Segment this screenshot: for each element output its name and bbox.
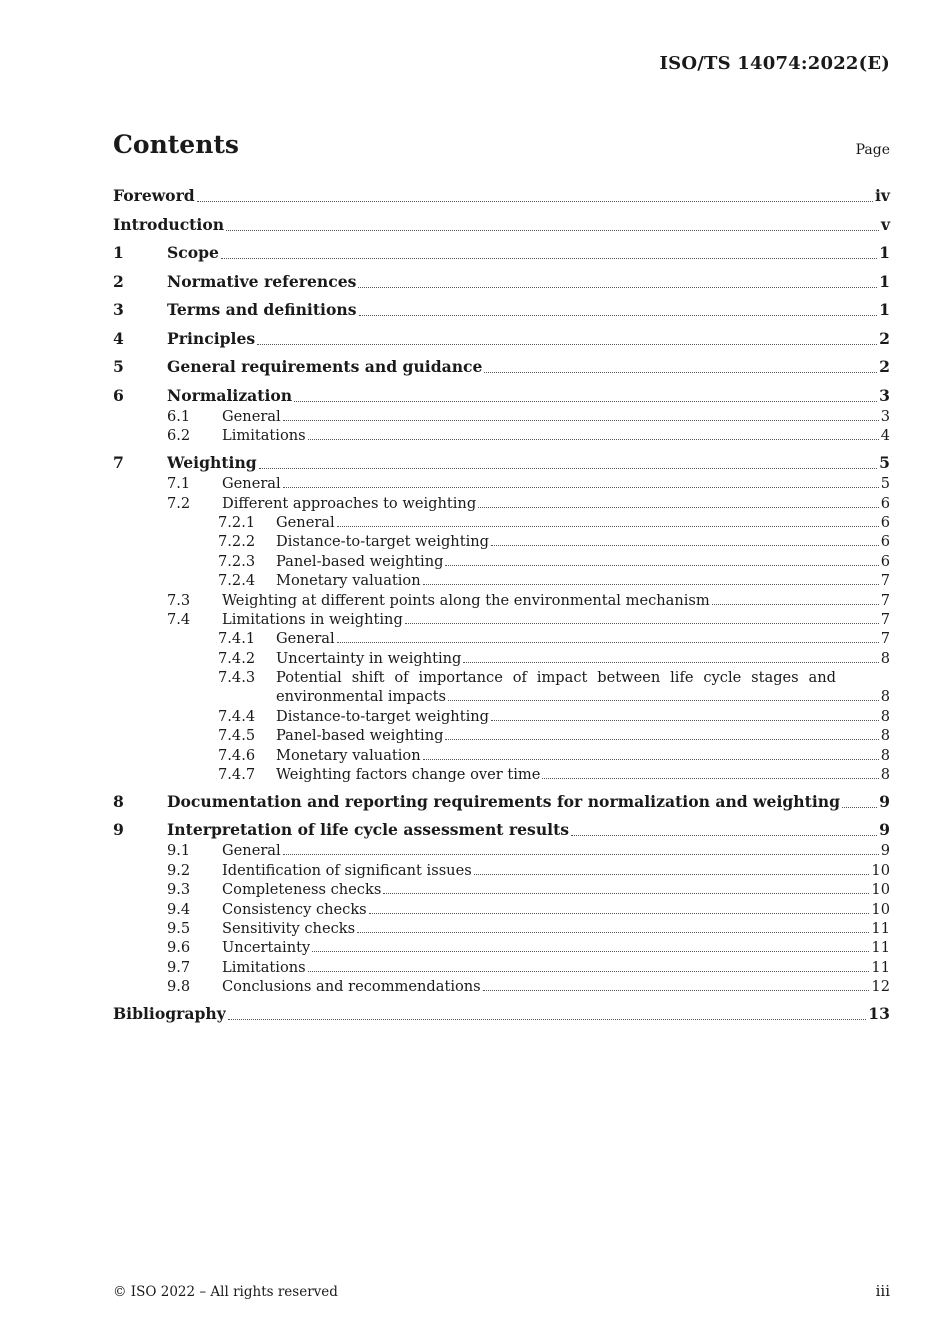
toc-entry-page: v [880, 214, 890, 234]
toc-entry-title: Potential shift of importance of impact between life cycle stages and [276, 669, 836, 687]
toc-entry-page: 12 [871, 978, 890, 996]
page-column-label: Page [855, 142, 890, 158]
toc-entry-page: 7 [880, 610, 890, 628]
toc-entry[interactable] [113, 407, 890, 426]
toc-entry-page: 10 [871, 881, 890, 899]
toc-entry-number: 1 [113, 243, 124, 262]
toc-entry[interactable] [113, 996, 890, 1025]
toc-entry[interactable] [113, 293, 890, 322]
toc-entry-page: 8 [880, 707, 890, 725]
toc-leader-dots [483, 990, 870, 991]
toc-entry-title: Introduction [113, 214, 225, 234]
toc-leader-dots [226, 230, 879, 231]
toc-entry[interactable] [113, 551, 890, 570]
toc-entry-page: 11 [871, 958, 890, 976]
toc-leader-dots [357, 932, 869, 933]
toc-entry-page: 3 [880, 407, 890, 425]
toc-entry[interactable] [113, 813, 890, 842]
toc-entry-title: Distance-to-target weighting [276, 707, 489, 725]
toc-entry-page: 2 [879, 328, 890, 348]
toc-entry-title: General [222, 407, 281, 425]
toc-entry[interactable] [113, 899, 890, 918]
toc-leader-dots [358, 287, 877, 288]
toc-entry-continuation[interactable] [113, 687, 890, 706]
toc-entry-number: 7.4.1 [218, 630, 256, 648]
toc-entry[interactable] [113, 610, 890, 629]
toc-entry-title: Monetary valuation [276, 746, 421, 764]
toc-entry-page: 9 [880, 842, 890, 860]
toc-entry[interactable] [113, 207, 890, 236]
toc-entry-page: 11 [871, 939, 890, 957]
toc-entry-page: 1 [879, 243, 890, 262]
toc-entry-title: Limitations [222, 958, 306, 976]
toc-leader-dots [491, 720, 879, 721]
toc-entry-title: General [222, 475, 281, 493]
toc-entry-page: 1 [879, 300, 890, 319]
toc-entry[interactable] [113, 264, 890, 293]
toc-leader-dots [221, 258, 877, 259]
toc-entry[interactable] [113, 236, 890, 265]
toc-entry-number: 7.4.4 [218, 707, 256, 725]
toc-entry-title: Identification of significant issues [222, 861, 472, 879]
toc-entry[interactable] [113, 378, 890, 407]
toc-leader-dots [294, 401, 877, 402]
toc-leader-dots [571, 835, 877, 836]
toc-entry[interactable] [113, 841, 890, 860]
toc-entry-number: 5 [113, 357, 124, 376]
toc-entry-title: Principles [167, 328, 256, 348]
toc-entry-title: Limitations [222, 427, 306, 445]
toc-entry[interactable] [113, 784, 890, 813]
document-id: ISO/TS 14074:2022(E) [659, 53, 890, 74]
toc-entry-number: 9.8 [167, 978, 191, 996]
toc-entry-page: 8 [880, 688, 890, 706]
toc-entry-number: 7 [113, 452, 124, 472]
footer-copyright: © ISO 2022 – All rights reserved [113, 1284, 338, 1300]
toc-leader-dots [259, 468, 877, 469]
toc-entry-number: 7.3 [167, 591, 191, 609]
toc-leader-dots [712, 604, 879, 605]
toc-leader-dots [491, 545, 879, 546]
toc-entry[interactable] [113, 977, 890, 996]
toc-entry-title: Uncertainty in weighting [276, 649, 462, 667]
toc-leader-dots [337, 526, 879, 527]
toc-entry-title: Distance-to-target weighting [276, 533, 489, 551]
toc-entry-page: iv [875, 186, 890, 205]
toc-entry-number: 7.2.2 [218, 533, 256, 551]
toc-entry-title: Conclusions and recommendations [222, 978, 481, 996]
toc-entry-number: 4 [113, 328, 124, 348]
toc-entry-number: 8 [113, 791, 124, 811]
toc-entry-page: 9 [879, 791, 890, 811]
toc-entry-title: General [276, 513, 335, 531]
toc-entry[interactable] [113, 571, 890, 590]
toc-entry-title: General [222, 842, 281, 860]
toc-entry-number: 9.7 [167, 958, 191, 976]
toc-entry-page: 3 [879, 385, 890, 405]
toc-leader-dots [369, 913, 870, 914]
toc-entry-number: 7.4.5 [218, 727, 256, 745]
toc-entry[interactable] [113, 668, 890, 687]
toc-entry[interactable] [113, 493, 890, 512]
toc-entry[interactable] [113, 350, 890, 379]
toc-leader-dots [448, 700, 879, 701]
toc-entry-page: 10 [871, 861, 890, 879]
toc-entry-number: 6 [113, 385, 124, 405]
toc-leader-dots [423, 759, 879, 760]
toc-entry-title: Foreword [113, 186, 195, 205]
toc-entry-page: 8 [880, 766, 890, 784]
toc-entry[interactable] [113, 532, 890, 551]
toc-entry-title: Consistency checks [222, 900, 367, 918]
toc-entry-title: Scope [167, 243, 219, 262]
toc-entry-title: Different approaches to weighting [222, 494, 477, 512]
toc-leader-dots [197, 201, 873, 202]
toc-entry-title: Monetary valuation [276, 572, 421, 590]
toc-entry-page: 13 [868, 1003, 890, 1023]
toc-entry-page: 7 [880, 591, 890, 609]
toc-entry-number: 7.4 [167, 610, 191, 628]
toc-leader-dots [445, 565, 878, 566]
toc-entry-number: 7.2.3 [218, 552, 256, 570]
toc-entry-title: Weighting at different points along the environmental mechanism [222, 591, 710, 609]
toc-leader-dots [359, 315, 878, 316]
toc-entry[interactable] [113, 474, 890, 493]
toc-entry-number: 7.2.1 [218, 513, 256, 531]
toc-entry-number: 9.2 [167, 861, 191, 879]
toc-entry[interactable] [113, 938, 890, 957]
toc-entry-number: 9 [113, 820, 124, 840]
toc-entry-title: General [276, 630, 335, 648]
toc-leader-dots [542, 778, 878, 779]
toc-entry-title: Weighting factors change over time [276, 766, 541, 784]
toc-leader-dots [308, 439, 879, 440]
toc-leader-dots [308, 971, 870, 972]
toc-entry-number: 7.2.4 [218, 572, 256, 590]
toc-leader-dots [283, 854, 879, 855]
toc-entry[interactable] [113, 957, 890, 976]
toc-entry-page: 8 [880, 746, 890, 764]
toc-entry-page: 1 [879, 271, 890, 291]
toc-leader-dots [423, 584, 879, 585]
footer-page-number: iii [875, 1282, 890, 1300]
table-of-contents [113, 185, 890, 1025]
toc-entry[interactable] [113, 445, 890, 474]
toc-entry-title: Normative references [167, 271, 357, 291]
toc-entry-number: 9.6 [167, 939, 191, 957]
toc-entry-title: Interpretation of life cycle assessment results [167, 820, 570, 840]
toc-leader-dots [474, 874, 870, 875]
toc-entry-number: 6.1 [167, 407, 191, 425]
toc-entry-number: 7.1 [167, 475, 191, 493]
toc-entry-page: 6 [880, 552, 890, 570]
toc-leader-dots [405, 623, 879, 624]
toc-entry[interactable] [113, 880, 890, 899]
toc-entry-title: Panel-based weighting [276, 727, 444, 745]
toc-entry-page: 11 [871, 919, 890, 937]
toc-leader-dots [283, 420, 879, 421]
toc-entry-page: 8 [880, 649, 890, 667]
toc-entry-number: 7.4.2 [218, 649, 256, 667]
toc-entry-page: 6 [880, 513, 890, 531]
toc-entry-number: 3 [113, 300, 124, 319]
toc-entry[interactable] [113, 745, 890, 764]
toc-leader-dots [463, 662, 878, 663]
toc-leader-dots [478, 507, 879, 508]
toc-entry-page: 7 [880, 630, 890, 648]
toc-entry-page: 6 [880, 494, 890, 512]
toc-entry[interactable] [113, 321, 890, 350]
toc-leader-dots [445, 739, 878, 740]
toc-entry-page: 2 [879, 357, 890, 376]
toc-entry[interactable] [113, 513, 890, 532]
toc-leader-dots [283, 487, 879, 488]
toc-entry-page: 10 [871, 900, 890, 918]
toc-entry[interactable] [113, 426, 890, 445]
toc-entry-page: 9 [879, 820, 890, 840]
toc-entry-title: Weighting [167, 452, 257, 472]
toc-entry-number: 6.2 [167, 427, 191, 445]
toc-entry-page: 7 [880, 572, 890, 590]
toc-entry-page: 6 [880, 533, 890, 551]
toc-entry-title: Documentation and reporting requirements for normalization and weighting [167, 791, 841, 811]
toc-entry-page: 5 [879, 452, 890, 472]
toc-entry-number: 2 [113, 271, 124, 291]
toc-entry-title: Bibliography [113, 1003, 226, 1023]
toc-entry[interactable] [113, 629, 890, 648]
toc-entry-number: 7.4.7 [218, 766, 256, 784]
toc-entry-number: 9.5 [167, 919, 191, 937]
toc-entry-number: 7.2 [167, 494, 191, 512]
toc-entry[interactable] [113, 726, 890, 745]
toc-entry[interactable] [113, 648, 890, 667]
toc-entry[interactable] [113, 919, 890, 938]
toc-leader-dots [337, 642, 879, 643]
toc-entry-title: Limitations in weighting [222, 610, 403, 628]
toc-entry-title: Panel-based weighting [276, 552, 444, 570]
toc-entry[interactable] [113, 765, 890, 784]
toc-leader-dots [484, 372, 877, 373]
toc-entry-number: 7.4.3 [218, 669, 256, 687]
toc-entry-title: Uncertainty [222, 939, 311, 957]
contents-title: Contents [113, 130, 240, 159]
toc-entry-title: environmental impacts [276, 688, 446, 706]
toc-entry-page: 5 [880, 475, 890, 493]
toc-entry[interactable] [113, 860, 890, 879]
toc-entry-page: 8 [880, 727, 890, 745]
toc-entry-page: 4 [880, 427, 890, 445]
toc-entry[interactable] [113, 706, 890, 725]
toc-entry-title: Completeness checks [222, 881, 382, 899]
toc-leader-dots [228, 1019, 867, 1020]
toc-leader-dots [257, 344, 877, 345]
toc-entry-title: Sensitivity checks [222, 919, 356, 937]
toc-entry-number: 7.4.6 [218, 746, 256, 764]
toc-entry[interactable] [113, 185, 890, 207]
toc-entry[interactable] [113, 590, 890, 609]
toc-leader-dots [842, 807, 877, 808]
toc-entry-number: 9.4 [167, 900, 191, 918]
toc-entry-number: 9.3 [167, 881, 191, 899]
toc-entry-title: General requirements and guidance [167, 357, 483, 376]
toc-entry-title: Normalization [167, 385, 293, 405]
toc-entry-title: Terms and definitions [167, 300, 357, 319]
toc-leader-dots [312, 951, 869, 952]
toc-leader-dots [383, 893, 869, 894]
toc-entry-number: 9.1 [167, 842, 191, 860]
